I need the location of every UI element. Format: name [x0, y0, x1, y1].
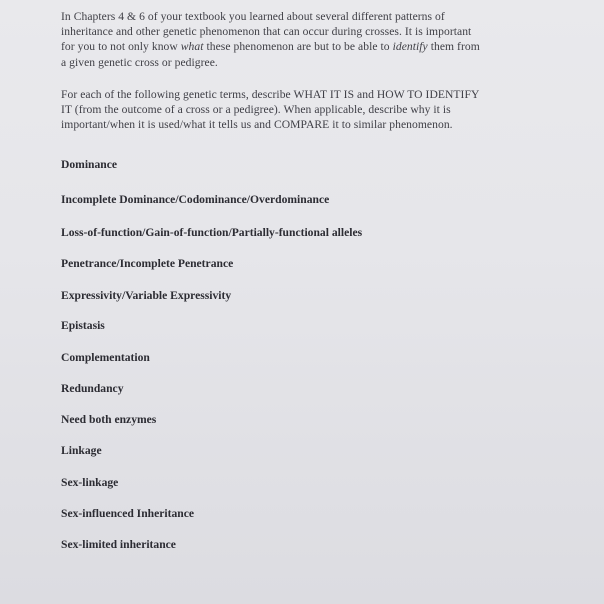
term-item: Complementation	[61, 351, 150, 364]
intro-line-4: a given genetic cross or pedigree.	[61, 55, 218, 69]
intro-line-3-c: them from	[427, 40, 480, 54]
term-item: Loss-of-function/Gain-of-function/Partially-functional alleles	[61, 226, 363, 239]
emphasis-identify: identify	[392, 40, 428, 54]
intro-line-3	[61, 39, 574, 54]
instructions-line-2: IT (from the outcome of a cross or a pedigree). When applicable, describe why it is	[61, 103, 451, 117]
term-item: Sex-linkage	[61, 476, 119, 489]
term-item: Epistasis	[61, 319, 105, 332]
term-item: Sex-limited inheritance	[61, 538, 176, 551]
term-item: Dominance	[61, 158, 118, 171]
term-item: Need both enzymes	[61, 413, 157, 426]
intro-line-3-b: these phenomenon are but to be able to	[203, 40, 393, 54]
term-item: Expressivity/Variable Expressivity	[61, 289, 232, 302]
intro-line-1: In Chapters 4 & 6 of your textbook you learned about several different patterns of	[61, 10, 445, 23]
intro-line-3-a: for you to not only know	[61, 40, 181, 54]
term-item: Penetrance/Incomplete Penetrance	[61, 257, 234, 270]
term-item: Incomplete Dominance/Codominance/Overdominance	[61, 193, 330, 206]
term-item: Redundancy	[61, 382, 124, 395]
instructions-paragraph	[61, 87, 574, 133]
instructions-line-3: important/when it is used/what it tells us and COMPARE it to similar phenomenon.	[61, 118, 453, 132]
instructions-line-1: For each of the following genetic terms, describe WHAT IT IS and HOW TO IDENTIFY	[61, 87, 480, 101]
term-item: Linkage	[61, 444, 102, 457]
emphasis-what: what	[180, 40, 204, 54]
intro-line-2: inheritance and other genetic phenomenon that can occur during crosses. It is important	[61, 25, 472, 39]
intro-paragraph	[61, 9, 574, 70]
term-item: Sex-influenced Inheritance	[61, 507, 194, 520]
